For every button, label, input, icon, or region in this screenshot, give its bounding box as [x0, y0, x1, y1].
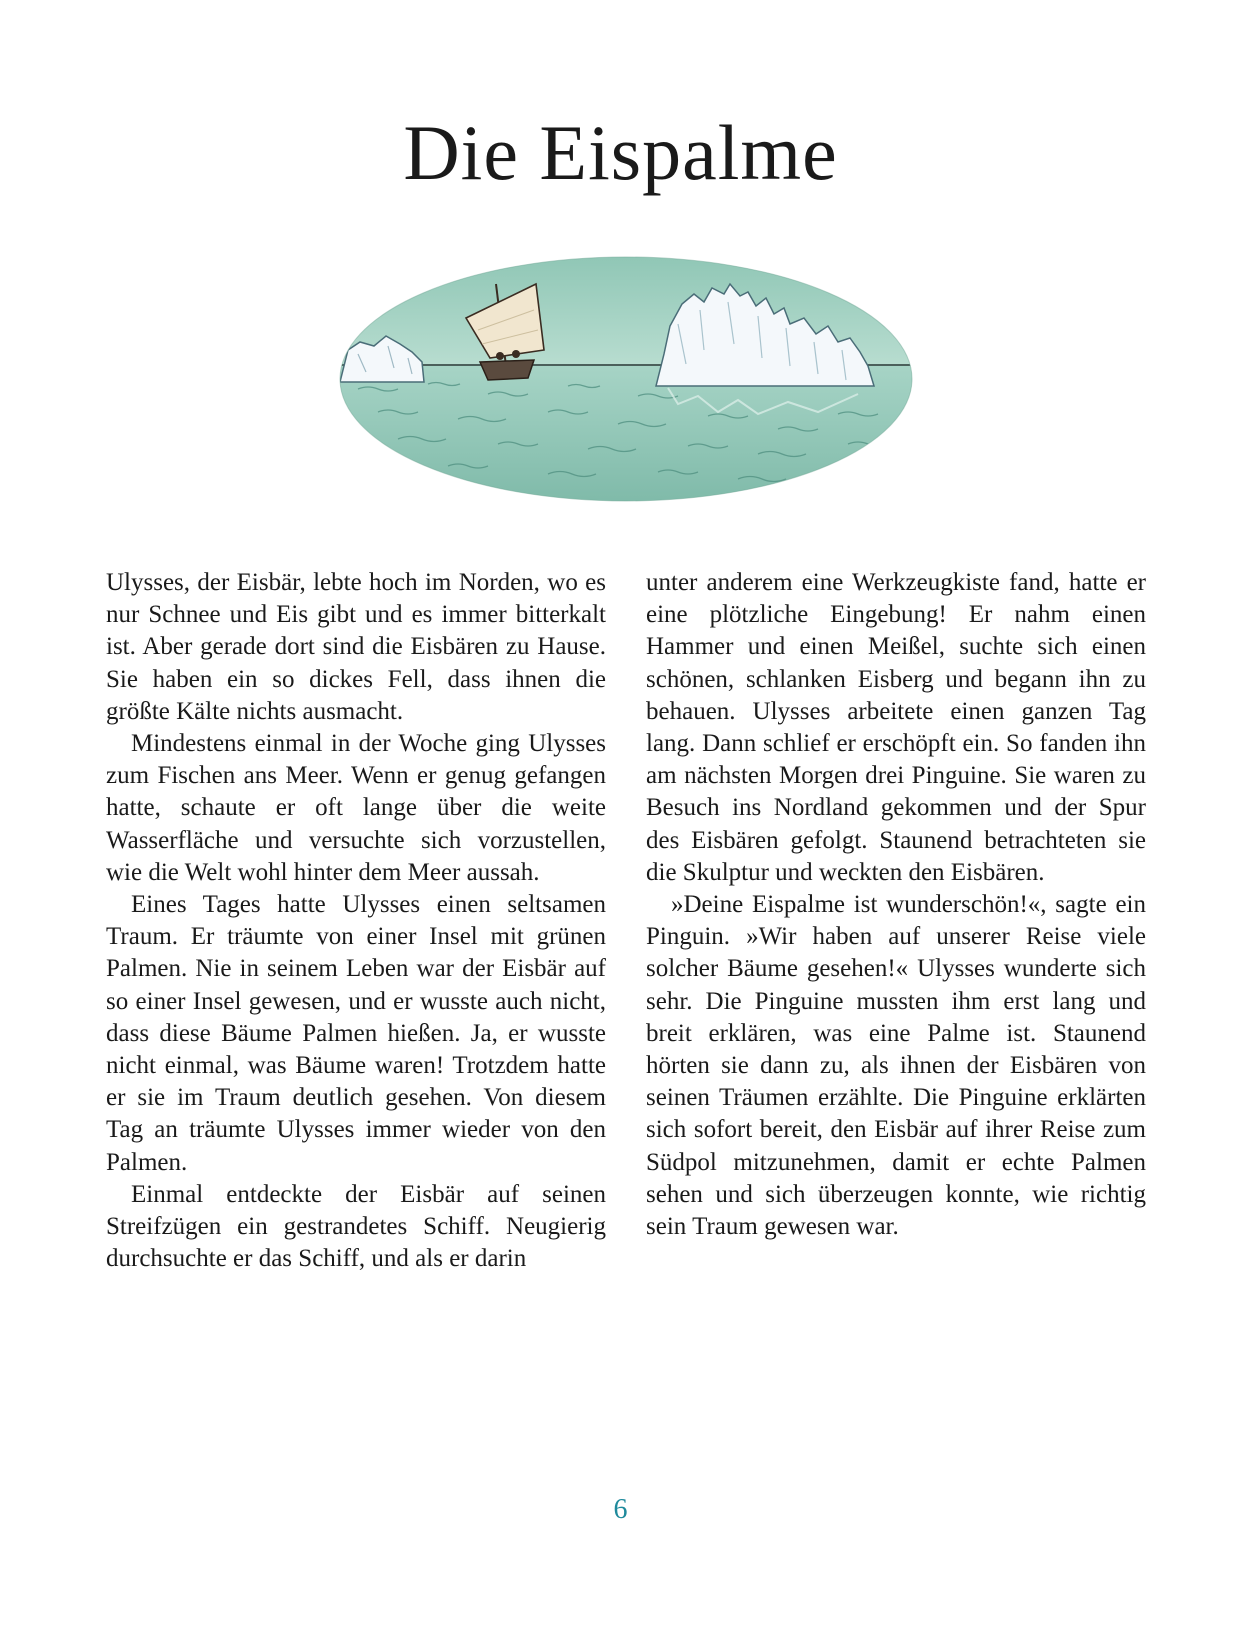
paragraph: Mindestens einmal in der Woche ging Ulysses zum Fischen ans Meer. Wenn er genug gefangen hatte, schaute er oft lange über die weite Wasserfläche und versuchte sich vorzustellen, wie die Welt wohl hinter dem Meer aussah.	[106, 730, 606, 886]
paragraph: Ulysses, der Eisbär, lebte hoch im Norden, wo es nur Schnee und Eis gibt und es immer bitterkalt ist. Aber gerade dort sind die Eisbären zu Hause. Sie haben ein so dickes Fell, dass ihnen die größte Kälte nichts ausmacht.	[106, 569, 606, 725]
text-column-left	[106, 567, 606, 1275]
text-column-right	[646, 567, 1146, 1243]
paragraph: »Deine Eispalme ist wunderschön!«, sagte ein Pinguin. »Wir haben auf unserer Reise viele solcher Bäume gesehen!« Ulysses wunderte sich sehr. Die Pinguine mussten ihm erst lang und breit erklären, was eine Palme ist. Staunend hörten sie dann zu, als ihnen der Eisbären von seinen Träumen erzählte. Die Pinguine erklärten sich sofort bereit, den Eisbär auf ihrer Reise zum Südpol mitzunehmen, damit er echte Palmen sehen und sich überzeugen konnte, wie richtig sein Traum gewesen war.	[646, 891, 1146, 1241]
ship-and-icebergs-illustration	[338, 254, 914, 504]
paragraph: Eines Tages hatte Ulysses einen seltsamen Traum. Er träumte von einer Insel mit grünen Palmen. Nie in seinem Leben war der Eisbär auf so einer Insel gewesen, und er wusste auch nicht, dass diese Bäume Palmen hießen. Ja, er wusste nicht einmal, was Bäume waren! Trotzdem hatte er sie im Traum deutlich gesehen. Von diesem Tag an träumte Ulysses immer wieder von den Palmen.	[106, 891, 606, 1176]
page-number: 6	[613, 1494, 628, 1525]
page-title: Die Eispalme	[403, 109, 838, 196]
paragraph: Einmal entdeckte der Eisbär auf seinen Streifzügen ein gestrandetes Schiff. Neugierig durchsuchte er das Schiff, und als er darin	[106, 1180, 606, 1273]
paragraph: unter anderem eine Werkzeugkiste fand, hatte er eine plötzliche Eingebung! Er nahm einen Hammer und einen Meißel, suchte sich einen schönen, schlanken Eisberg und begann ihn zu behauen. Ulysses arbeitete einen ganzen Tag lang. Dann schlief er erschöpft ein. So fanden ihn am nächsten Morgen drei Pinguine. Sie waren zu Besuch ins Nordland gekommen und der Spur des Eisbären gefolgt. Staunend betrachteten sie die Skulptur und weckten den Eisbären.	[646, 569, 1146, 886]
boat-hull	[480, 360, 534, 380]
